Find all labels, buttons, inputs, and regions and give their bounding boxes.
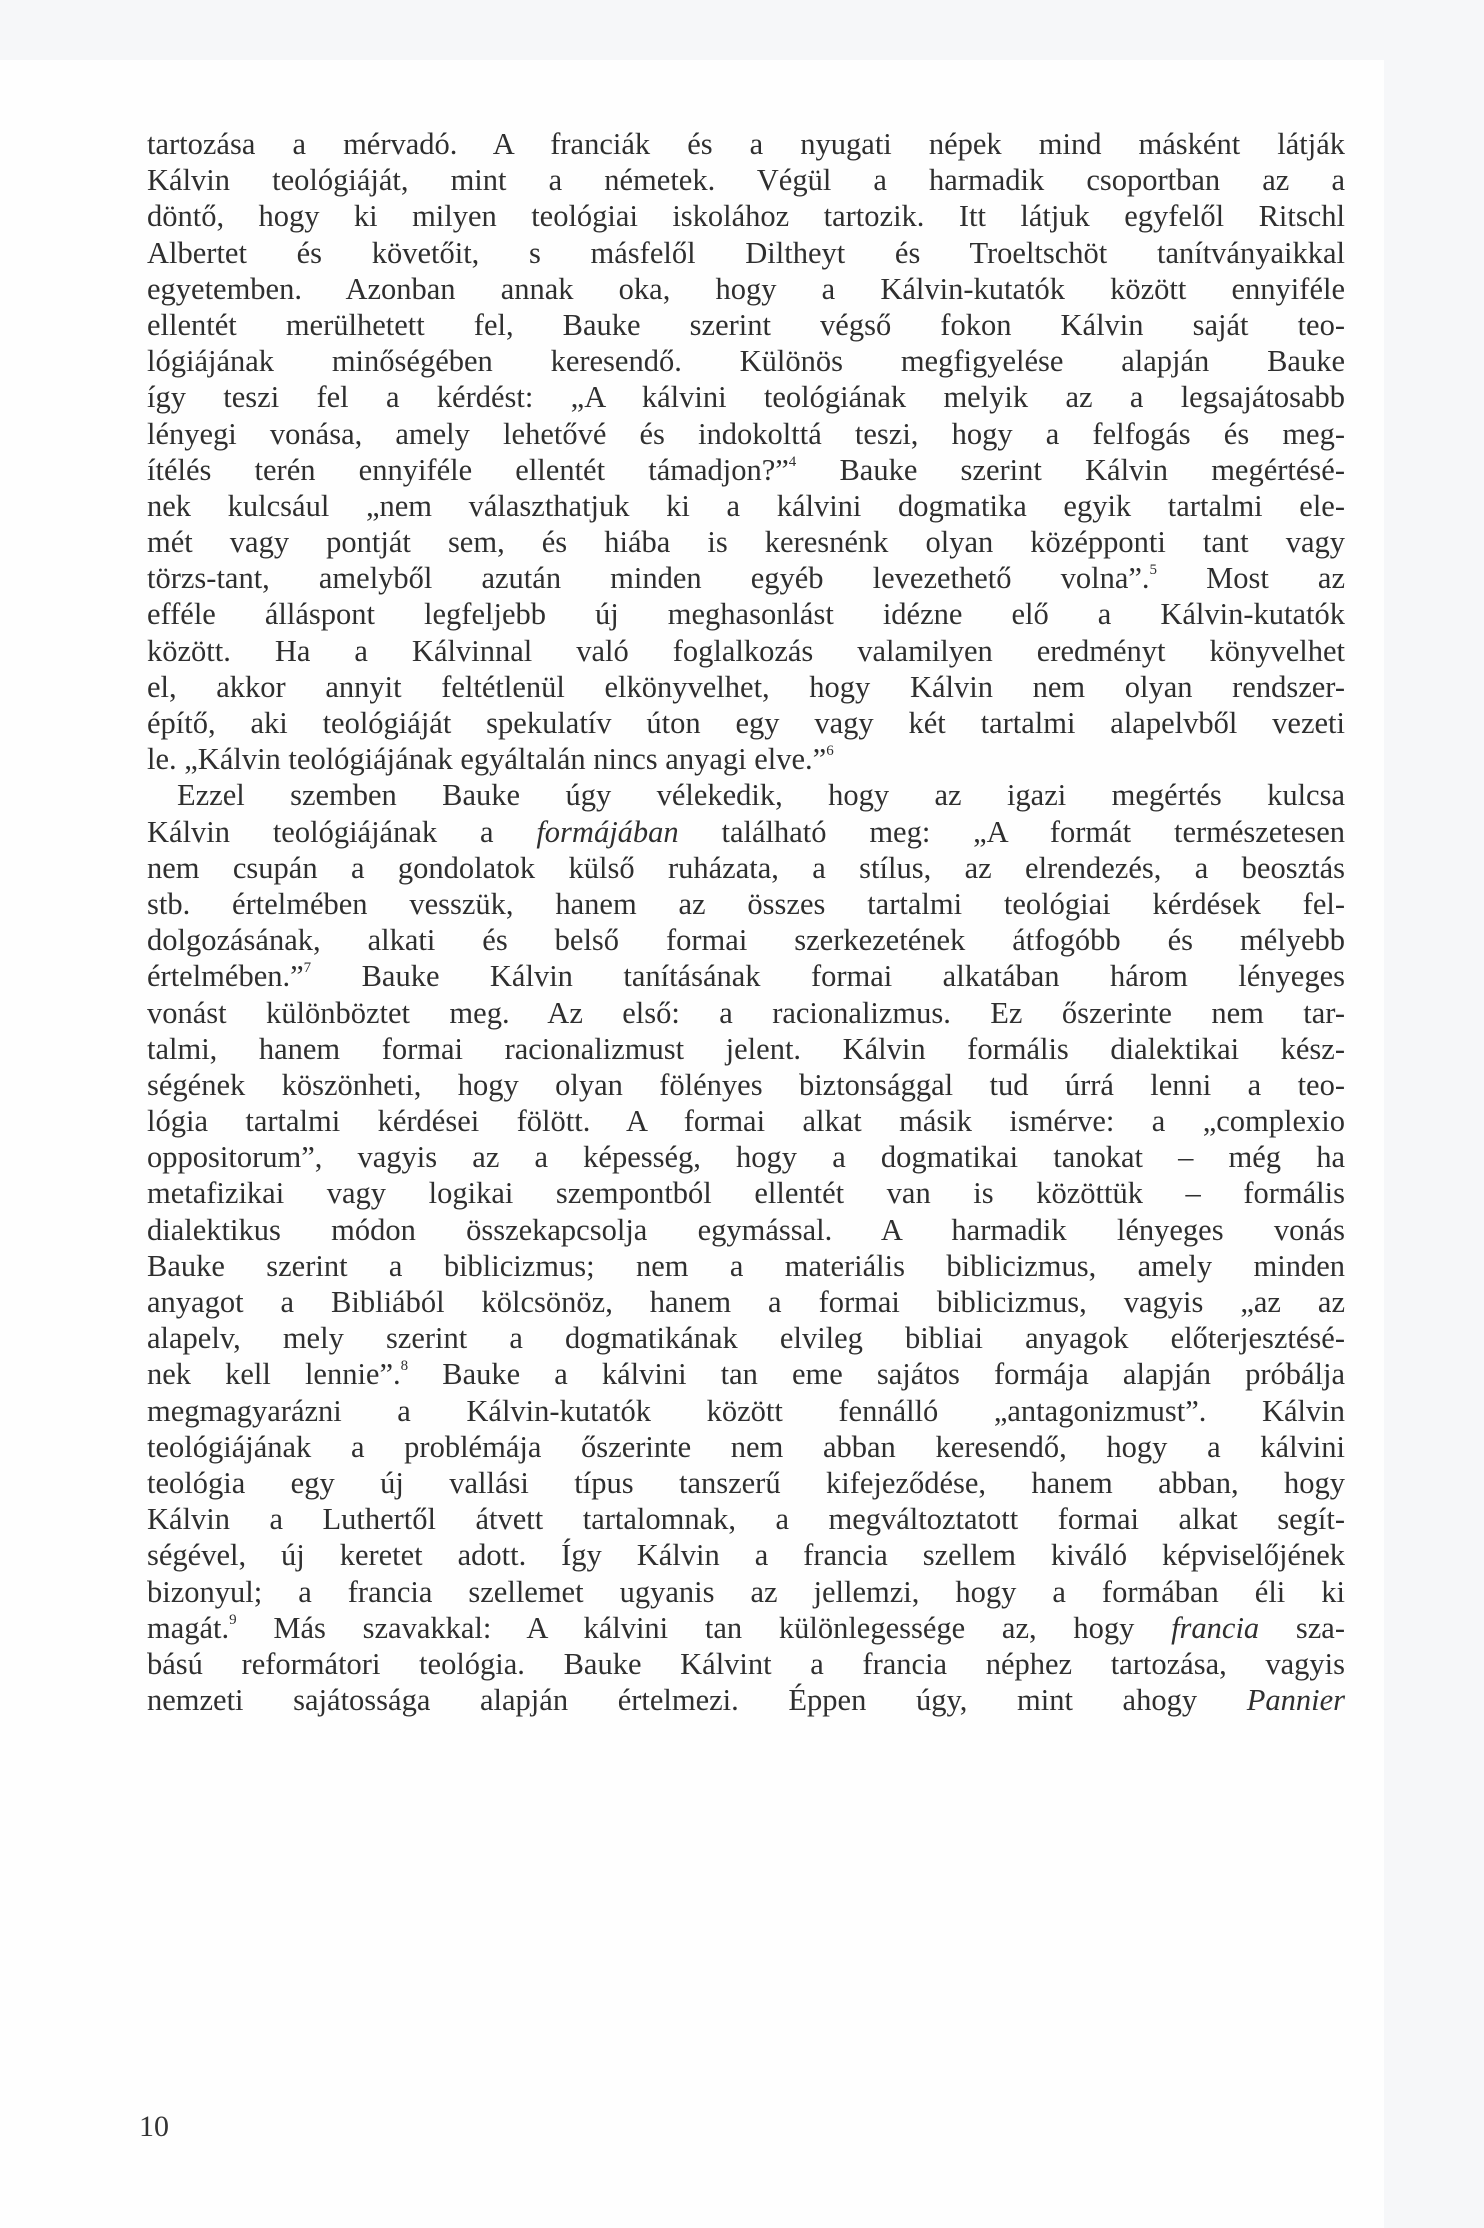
text-run: nem csupán a gondolatok külső ruházata, a stílus, az elrendezés, a beosztás xyxy=(147,850,1345,885)
text-run: ségének köszönheti, hogy olyan fölényes biztonsággal tud úrrá lenni a teo- xyxy=(147,1067,1345,1102)
text-run: le. „Kálvin teológiájának egyáltalán nincs anyagi elve.” xyxy=(147,742,827,777)
text-line xyxy=(147,524,1345,560)
text-run: Bauke szerint a biblicizmus; nem a materiális biblicizmus, amely minden xyxy=(147,1248,1345,1283)
text-run: nek kulcsául „nem választhatjuk ki a kálvini dogmatika egyik tartalmi ele- xyxy=(147,488,1345,523)
text-run: között. Ha a Kálvinnal való foglalkozás valamilyen eredményt könyvelhet xyxy=(147,633,1345,668)
book-page xyxy=(0,60,1384,2228)
text-run: döntő, hogy ki milyen teológiai iskolához tartozik. Itt látjuk egyfelől Ritschl xyxy=(147,199,1345,234)
text-run: teológiájának a problémája őszerinte nem abban keresendő, hogy a kálvini xyxy=(147,1429,1345,1464)
text-run: anyagot a Bibliából kölcsönöz, hanem a formai biblicizmus, vagyis „az az xyxy=(147,1285,1345,1319)
text-line xyxy=(147,1682,1345,1718)
text-line xyxy=(147,1465,1345,1501)
text-run: Bauke Kálvin tanításának formai alkatában három lényeges xyxy=(311,959,1345,994)
text-run: Kálvin teológiáját, mint a németek. Végül a harmadik csoportban az a xyxy=(147,163,1345,198)
text-line xyxy=(147,633,1345,669)
text-run: metafizikai vagy logikai szempontból ellentét van is közöttük – formális xyxy=(147,1176,1345,1211)
text-run: ségével, új keretet adott. Így Kálvin a francia szellem kiváló képviselőjének xyxy=(147,1538,1345,1573)
footnote-marker[interactable]: 5 xyxy=(1149,562,1158,579)
footnote-marker[interactable]: 4 xyxy=(788,453,797,470)
text-line xyxy=(147,1103,1345,1139)
text-run: Más szavakkal: A kálvini tan különlegessége az, hogy xyxy=(236,1610,1172,1645)
text-run: alapelv, mely szerint a dogmatikának elvileg bibliai anyagok előterjesztésé- xyxy=(147,1321,1345,1356)
footnote-marker[interactable]: 7 xyxy=(303,960,312,977)
text-run: Ezzel szemben Bauke úgy vélekedik, hogy az igazi megértés kulcsa xyxy=(177,778,1345,813)
text-line xyxy=(147,1537,1345,1573)
text-line xyxy=(147,1284,1345,1320)
text-run: így teszi fel a kérdést: „A kálvini teológiának melyik az a legsajátosabb xyxy=(147,380,1345,415)
text-run: bású reformátori teológia. Bauke Kálvint a francia néphez tartozása, vagyis xyxy=(147,1646,1345,1681)
text-run: bizonyul; a francia szellemet ugyanis az jellemzi, hogy a formában éli ki xyxy=(147,1574,1345,1609)
text-line xyxy=(147,1429,1345,1465)
text-line xyxy=(147,741,1345,777)
text-line xyxy=(147,416,1345,452)
italic-run: Pannier xyxy=(1246,1683,1345,1718)
text-run: el, akkor annyit feltétlenül elkönyvelhet, hogy Kálvin nem olyan rendszer- xyxy=(147,669,1345,704)
text-line xyxy=(147,596,1345,632)
text-line xyxy=(147,235,1345,271)
text-line xyxy=(147,958,1345,994)
text-run: ellentét merülhetett fel, Bauke szerint végső fokon Kálvin saját teo- xyxy=(147,307,1345,342)
italic-run: francia xyxy=(1171,1610,1260,1645)
text-line xyxy=(147,995,1345,1031)
text-line xyxy=(147,669,1345,705)
text-run: Most az xyxy=(1157,561,1345,596)
text-run: stb. értelmében vesszük, hanem az összes tartalmi teológiai kérdések fel- xyxy=(147,886,1345,921)
text-run: lényegi vonása, amely lehetővé és indokolttá teszi, hogy a felfogás és meg- xyxy=(147,416,1345,451)
text-line xyxy=(147,1393,1345,1429)
text-line xyxy=(147,1646,1345,1682)
text-line xyxy=(147,198,1345,234)
page-number: 10 xyxy=(139,2110,169,2143)
text-run: Albertet és követőit, s másfelől Diltheyt és Troeltschöt tanítványaikkal xyxy=(147,235,1345,270)
text-run: lógiájának minőségében keresendő. Különös megfigyelése alapján Bauke xyxy=(147,344,1345,379)
text-run: Bauke szerint Kálvin megértésé- xyxy=(796,452,1345,487)
text-run: Kálvin teológiájának a xyxy=(147,814,537,849)
text-run: megmagyarázni a Kálvin-kutatók között fennálló „antagonizmust”. Kálvin xyxy=(147,1393,1345,1428)
text-run: nek kell lennie”. xyxy=(147,1357,401,1392)
text-run: sza- xyxy=(1259,1610,1345,1645)
text-run: dialektikus módon összekapcsolja egymással. A harmadik lényeges vonás xyxy=(147,1212,1345,1247)
text-line xyxy=(147,814,1345,850)
text-line xyxy=(147,1175,1345,1211)
text-line xyxy=(147,1574,1345,1610)
text-line xyxy=(147,1248,1345,1284)
text-run: értelmében.” xyxy=(147,959,304,994)
text-run: ítélés terén ennyiféle ellentét támadjon?” xyxy=(147,452,789,487)
text-line xyxy=(147,1501,1345,1537)
text-line xyxy=(147,1031,1345,1067)
text-run: építő, aki teológiáját spekulatív úton egy vagy két tartalmi alapelvből vezeti xyxy=(147,706,1345,740)
text-run: talmi, hanem formai racionalizmust jelent. Kálvin formális dialektikai kész- xyxy=(147,1031,1345,1066)
italic-run: formájában xyxy=(536,814,679,849)
text-line xyxy=(147,452,1345,488)
text-line xyxy=(147,307,1345,343)
text-run: lógia tartalmi kérdései fölött. A formai alkat másik ismérve: a „complexio xyxy=(147,1104,1345,1139)
text-run: oppositorum”, vagyis az a képesség, hogy a dogmatikai tanokat – még ha xyxy=(147,1140,1345,1175)
text-line xyxy=(147,850,1345,886)
text-run: törzs-tant, amelyből azután minden egyéb levezethető volna”. xyxy=(147,561,1150,596)
text-run: dolgozásának, alkati és belső formai szerkezetének átfogóbb és mélyebb xyxy=(147,923,1345,958)
text-line xyxy=(147,126,1345,162)
text-run: teológia egy új vallási típus tanszerű kifejeződése, hanem abban, hogy xyxy=(147,1465,1345,1500)
text-run: nemzeti sajátossága alapján értelmezi. Éppen úgy, mint ahogy xyxy=(147,1683,1247,1718)
text-line xyxy=(147,777,1345,813)
text-run: magát. xyxy=(147,1610,230,1645)
text-line xyxy=(147,1320,1345,1356)
text-line xyxy=(147,1212,1345,1248)
text-line xyxy=(147,488,1345,524)
text-run: vonást különböztet meg. Az első: a racionalizmus. Ez őszerinte nem tar- xyxy=(147,995,1345,1030)
text-line xyxy=(147,343,1345,379)
text-line xyxy=(147,162,1345,198)
text-line xyxy=(147,1356,1345,1392)
footnote-marker[interactable]: 6 xyxy=(826,743,834,760)
text-line xyxy=(147,379,1345,415)
body-text xyxy=(147,126,1345,1718)
text-line xyxy=(147,1067,1345,1103)
text-line xyxy=(147,1610,1345,1646)
footnote-marker[interactable]: 9 xyxy=(229,1611,237,1628)
text-run: tartozása a mérvadó. A franciák és a nyugati népek mind másként látják xyxy=(147,127,1345,161)
text-line xyxy=(147,1139,1345,1175)
text-run: mét vagy pontját sem, és hiába is keresnénk olyan középponti tant vagy xyxy=(147,525,1345,560)
text-line xyxy=(147,922,1345,958)
text-line xyxy=(147,560,1345,596)
footnote-marker[interactable]: 8 xyxy=(400,1358,409,1375)
text-run: egyetemben. Azonban annak oka, hogy a Kálvin-kutatók között ennyiféle xyxy=(147,271,1345,306)
text-run: Kálvin a Luthertől átvett tartalomnak, a megváltoztatott formai alkat segít- xyxy=(147,1502,1345,1537)
text-line xyxy=(147,886,1345,922)
text-run: Bauke a kálvini tan eme sajátos formája alapján próbálja xyxy=(408,1357,1345,1392)
text-run: található meg: „A formát természetesen xyxy=(678,814,1346,849)
text-line xyxy=(147,705,1345,741)
text-run: efféle álláspont legfeljebb új meghasonlást idézne elő a Kálvin-kutatók xyxy=(147,597,1345,632)
text-line xyxy=(147,271,1345,307)
